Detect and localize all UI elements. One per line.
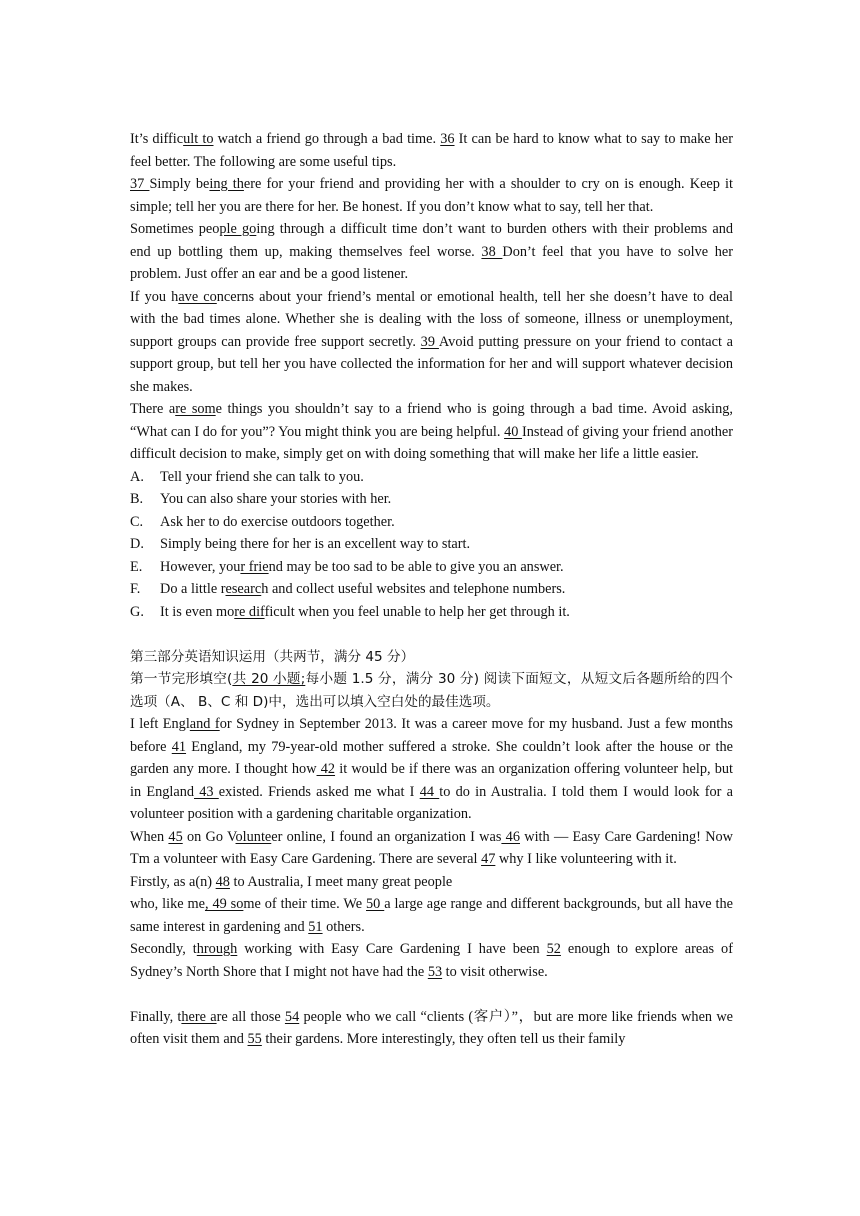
underlined-text: 53 — [427, 963, 443, 980]
text-run: e things you shouldn’t say to a friend who is going through a bad time. Avoid asking, “What can I do for you”? You might think you are being helpful. — [130, 401, 733, 440]
answer-options-list — [130, 466, 733, 624]
option-text — [160, 601, 570, 624]
option-letter: G. — [130, 603, 144, 620]
text-run: If you h — [130, 288, 179, 305]
underlined-text: , 49 so — [204, 896, 244, 912]
underlined-text: 44 — [419, 783, 440, 800]
passage2-paragraph-6 — [130, 1006, 733, 1051]
option-d — [130, 533, 733, 556]
text-run: a large age range and different backgrounds, but all have the same interest in gardening and — [130, 896, 733, 935]
text-run: Simply be — [149, 176, 210, 192]
text-run: people who we call “clients (客户）”，but are more like friends when we often visit them and — [130, 1008, 733, 1047]
option-letter: B. — [130, 491, 144, 507]
option-letter: F. — [130, 581, 141, 597]
text-run: others. — [322, 918, 365, 935]
underlined-text: 36 — [440, 131, 455, 147]
text-run: re all those — [216, 1008, 285, 1025]
passage1-paragraph-2 — [130, 173, 733, 218]
option-text — [160, 533, 470, 556]
blank-line — [130, 983, 733, 1006]
text-run: existed. Friends asked me what I — [218, 783, 420, 800]
text-run: There a — [130, 401, 176, 417]
passage1-paragraph-1 — [130, 128, 733, 173]
underlined-text: 55 — [247, 1031, 262, 1047]
text-run: Avoid putting pressure on your friend to contact a support group, but tell her you have collected the information for her and will support whatever decision she makes. — [130, 333, 734, 395]
option-letter: C. — [130, 513, 144, 530]
text-run: me of their time. We — [243, 896, 367, 912]
underlined-text: 41 — [171, 738, 187, 755]
text-run: Instead of giving your friend another difficult decision to make, simply get on with doing something that will make her life a little easier. — [130, 423, 733, 462]
text-run: Secondly, t — [130, 941, 197, 957]
underlined-text: 51 — [308, 918, 323, 935]
option-b — [130, 488, 733, 511]
text-run: However, you — [160, 558, 241, 575]
underlined-text: 48 — [215, 873, 230, 890]
text-run: Simply being there for her is an excellent way to start. — [160, 536, 471, 552]
option-letter: A. — [130, 468, 144, 485]
option-letter: D. — [130, 536, 144, 552]
underlined-text: 40 — [504, 423, 522, 440]
passage1-paragraph-5 — [130, 398, 733, 466]
underlined-text: ult to — [183, 131, 214, 147]
text-run: it would be if there was an organization offering volunteer help, but in England — [130, 761, 733, 800]
underlined-text: ple go — [219, 221, 257, 237]
text-run: to visit otherwise. — [442, 963, 548, 980]
passage2-paragraph-5 — [130, 938, 733, 983]
underlined-text: 47 — [481, 851, 496, 867]
text-run: It can be hard to know what to say to make her feel better. The following are some useful tips. — [130, 131, 733, 170]
option-c — [130, 511, 733, 534]
underlined-text: and f — [189, 716, 220, 732]
option-a — [130, 466, 733, 489]
underlined-text: 42 — [316, 761, 336, 777]
text-run: England, my 79-year-old mother suffered a stroke. She couldn’t look after the house or the garden any more. I thought how — [130, 738, 733, 777]
section-instruction — [130, 668, 733, 713]
passage2-paragraph-4 — [130, 893, 733, 938]
document-page — [130, 128, 733, 1051]
option-g — [130, 601, 733, 624]
text-run: or Sydney in September 2013. It was a career move for my husband. Just a few months before — [130, 716, 733, 755]
section-heading: 第三部分英语知识运用（共两节，满分 45 分） — [130, 648, 415, 665]
underlined-text: hrough — [196, 941, 238, 957]
option-text — [160, 511, 395, 534]
passage2-paragraph-1 — [130, 713, 733, 826]
underlined-text: re dif — [234, 603, 265, 620]
text-run: with — Easy Care Gardening! Now Tm a volunteer with Easy Care Gardening. There are several — [130, 828, 734, 867]
underlined-text: 43 — [194, 783, 219, 800]
underlined-text: 39 — [420, 333, 439, 350]
option-text — [160, 578, 565, 601]
text-run: working with Easy Care Gardening I have been — [237, 941, 547, 957]
text-run: 第一节完形填空( — [130, 671, 233, 687]
text-run: Ask her to do exercise outdoors together. — [160, 513, 395, 530]
text-run: Don’t feel that you have to solve her problem. Just offer an ear and be a good listener. — [130, 243, 733, 282]
text-run: their gardens. More interestingly, they often tell us their family — [261, 1031, 626, 1047]
option-letter: E. — [130, 558, 143, 575]
underlined-text: olunte — [235, 828, 272, 845]
underlined-text: 45 — [168, 828, 183, 845]
text-run: nd may be too sad to be able to give you an answer. — [268, 558, 564, 575]
underlined-text: 38 — [481, 243, 503, 260]
underlined-text: here a — [181, 1008, 217, 1025]
underlined-text: ave co — [178, 288, 217, 305]
text-run: Finally, t — [130, 1008, 182, 1025]
option-text — [160, 488, 391, 511]
underlined-text: ing th — [209, 176, 244, 192]
text-run: It is even mo — [160, 603, 235, 620]
passage1-paragraph-3 — [130, 218, 733, 286]
underlined-text: 共 20 小题; — [232, 671, 306, 687]
text-run: It’s diffic — [130, 131, 184, 147]
underlined-text: 52 — [546, 941, 561, 957]
text-run: enough to explore areas of Sydney’s North Shore that I might not have had the — [130, 941, 733, 980]
text-run: ficult when you feel unable to help her get through it. — [264, 603, 570, 620]
underlined-text: esearc — [225, 581, 262, 597]
underlined-text: 37 — [130, 176, 150, 192]
text-run: why I like volunteering with it. — [495, 851, 677, 867]
underlined-text: r frie — [240, 558, 269, 575]
text-run: When — [130, 828, 169, 845]
text-run: I left Engl — [130, 716, 190, 732]
underlined-text: 54 — [284, 1008, 300, 1025]
text-run: to do in Australia. I told them I would look for a volunteer position with a gardening charitable organization. — [130, 783, 734, 822]
text-run: You can also share your stories with her. — [160, 491, 392, 507]
text-run: ere for your friend and providing her with a shoulder to cry on is enough. Keep it simple; tell her you are there for her. Be honest. If you don’t know what to say, tell her that. — [130, 176, 733, 215]
text-run: ncerns about your friend’s mental or emotional health, tell her she doesn’t have to deal with the bad times alone. Whether she is dealing with the loss of someone, illness or unemployment, support groups can provide free support secretly. — [130, 288, 733, 350]
passage2-paragraph-3 — [130, 871, 733, 894]
blank-line — [130, 623, 733, 646]
text-run: Firstly, as a(n) — [130, 873, 216, 890]
text-run: Do a little r — [160, 581, 226, 597]
underlined-text: re som — [175, 401, 216, 417]
passage1-paragraph-4 — [130, 286, 733, 399]
option-text — [160, 466, 364, 489]
text-run: watch a friend go through a bad time. — [213, 131, 441, 147]
text-run: who, like me — [130, 896, 205, 912]
passage2-paragraph-2 — [130, 826, 733, 871]
text-run: Tell your friend she can talk to you. — [160, 468, 364, 485]
text-run: er online, I found an organization I was — [271, 828, 502, 845]
text-run: to Australia, I meet many great people — [229, 873, 453, 890]
text-run: on Go V — [182, 828, 236, 845]
underlined-text: 46 — [501, 828, 520, 845]
text-run: 每小题 1.5 分，满分 30 分) 阅读下面短文，从短文后各题所给的四个选项（A、 B、C 和 D)中，选出可以填入空白处的最佳选项。 — [130, 671, 733, 710]
option-f — [130, 578, 733, 601]
text-run: ing through a difficult time don’t want to burden others with their problems and end up bottling them up, making themselves feel worse. — [130, 221, 733, 260]
option-e — [130, 556, 733, 579]
text-run: h and collect useful websites and telephone numbers. — [261, 581, 566, 597]
option-text — [160, 556, 564, 579]
text-run: Sometimes peo — [130, 221, 220, 237]
underlined-text: 50 — [366, 896, 385, 912]
